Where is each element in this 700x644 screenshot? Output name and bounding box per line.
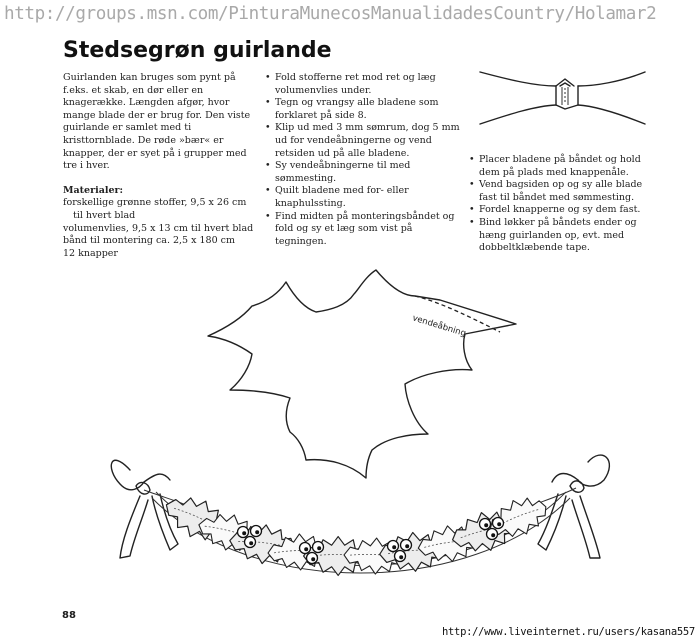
materials-item: volumenvlies, 9,5 x 13 cm til hvert blad — [63, 222, 254, 234]
step-item: • Bind løkker på båndets ender og hæng guirlanden op, evt. med dobbeltklæbende tape. — [469, 217, 661, 255]
steps-list-1 — [265, 72, 463, 248]
button-hole — [242, 531, 246, 535]
step-item: • Klip ud med 3 mm sømrum, dog 5 mm ud for vendeåbningerne og vend retsiden ud på alle bladene. — [265, 122, 463, 160]
ribbon-fold-illustration — [470, 62, 650, 148]
garland-illustration — [100, 440, 620, 615]
button-hole — [491, 533, 495, 537]
materials-heading: Materialer: — [63, 184, 124, 196]
button-hole — [399, 555, 403, 559]
intro-column — [63, 72, 255, 260]
step-item: • Quilt bladene med for- eller knaphulssting. — [265, 185, 463, 210]
watermark-url: http://groups.msn.com/PinturaMunecosManualidadesCountry/Holamar2 — [4, 4, 657, 24]
intro-text: Guirlanden kan bruges som pynt på f.eks. et skab, en dør eller en knagerække. Længden afgør, hvor mange blade der er brug for. Den viste guirlande er samlet med ti kristtornblade. De røde »bær« er knapper, der er syet på i grupper med tre i hver. — [63, 72, 251, 172]
step-item: • Fold stofferne ret mod ret og læg volumenvlies under. — [265, 72, 463, 97]
page-title: Stedsegrøn guirlande — [63, 38, 332, 63]
materials-item: forskellige grønne stoffer, 9,5 x 26 cm til hvert blad — [63, 197, 247, 221]
steps-list-2 — [469, 154, 661, 255]
garland-leaves — [158, 487, 552, 575]
page-number: 88 — [62, 610, 76, 621]
step-item: • Tegn og vrangsy alle bladene som forklaret på side 8. — [265, 97, 463, 122]
materials-item: 12 knapper — [63, 247, 118, 259]
materials-list — [63, 197, 255, 260]
materials-item: bånd til montering ca. 2,5 x 180 cm — [63, 235, 235, 247]
button-hole — [249, 541, 253, 545]
button-hole — [304, 547, 308, 551]
step-item: • Vend bagsiden op og sy alle blade fast til båndet med sømmesting. — [469, 179, 661, 204]
button-hole — [311, 557, 315, 561]
steps-column-2 — [469, 154, 661, 255]
button-hole — [317, 546, 321, 550]
step-item: • Fordel knapperne og sy dem fast. — [469, 204, 661, 217]
step-item: • Sy vendeåbningerne til med sømmesting. — [265, 160, 463, 185]
step-item: • Find midten på monteringsbåndet og fold og sy et læg som vist på tegningen. — [265, 211, 463, 249]
step-item: • Placer bladene på båndet og hold dem på plads med knappenåle. — [469, 154, 661, 179]
button-hole — [405, 544, 409, 548]
button-hole — [255, 530, 259, 534]
button-hole — [392, 545, 396, 549]
button-hole — [497, 522, 501, 526]
opening-label: vendeåbning — [411, 313, 468, 340]
steps-column-1 — [265, 72, 463, 248]
credit-url: http://www.liveinternet.ru/users/kasana557 — [442, 626, 695, 638]
button-hole — [484, 523, 488, 527]
